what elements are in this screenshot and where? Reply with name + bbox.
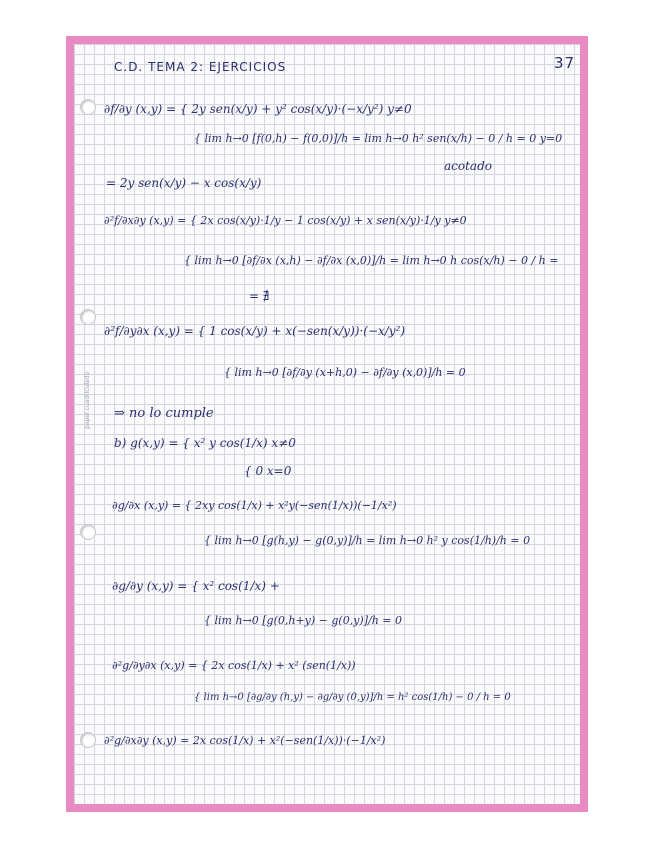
page-title: C.D. TEMA 2: EJERCICIOS bbox=[114, 60, 287, 74]
math-line: ∂g/∂y (x,y) = { x² cos(1/x) + bbox=[112, 579, 280, 593]
math-line: { lim h→0 [∂f/∂x (x,h) − ∂f/∂x (x,0)]/h = lim h→0 h cos(x/h) − 0 / h = bbox=[184, 254, 559, 267]
math-line: ∂g/∂x (x,y) = { 2xy cos(1/x) + x²y(−sen(1/x))(−1/x²) bbox=[112, 499, 397, 512]
punch-hole bbox=[80, 732, 96, 748]
math-line: ∂²f/∂x∂y (x,y) = { 2x cos(x/y)·1/y − 1 cos(x/y) + x sen(x/y)·1/y y≠0 bbox=[104, 214, 467, 227]
punch-hole bbox=[80, 524, 96, 540]
math-line: acotado bbox=[444, 159, 492, 173]
notebook-sheet bbox=[66, 36, 588, 812]
math-line: ∂²f/∂y∂x (x,y) = { 1 cos(x/y) + x(−sen(x/y))·(−x/y²) bbox=[104, 324, 406, 338]
margin-note: papel cuadriculado bbox=[84, 371, 91, 429]
math-line: ∂²g/∂x∂y (x,y) = 2x cos(1/x) + x²(−sen(1/x))·(−1/x²) bbox=[104, 734, 386, 747]
math-line: = ∄ bbox=[249, 289, 270, 303]
punch-hole bbox=[80, 99, 96, 115]
math-line: ⇒ no lo cumple bbox=[114, 406, 214, 421]
math-line: { 0 x=0 bbox=[244, 464, 292, 478]
math-line: = 2y sen(x/y) − x cos(x/y) bbox=[106, 176, 262, 190]
math-line: { lim h→0 [g(0,h+y) − g(0,y)]/h = 0 bbox=[204, 614, 403, 627]
graph-paper bbox=[74, 44, 580, 804]
math-line: { lim h→0 [f(0,h) − f(0,0)]/h = lim h→0 h² sen(x/h) − 0 / h = 0 y=0 bbox=[194, 132, 563, 145]
math-line: ∂f/∂y (x,y) = { 2y sen(x/y) + y² cos(x/y)·(−x/y²) y≠0 bbox=[104, 102, 412, 116]
math-line: { lim h→0 [∂f/∂y (x+h,0) − ∂f/∂y (x,0)]/h = 0 bbox=[224, 366, 466, 379]
math-line: b) g(x,y) = { x² y cos(1/x) x≠0 bbox=[114, 436, 296, 450]
punch-hole bbox=[80, 309, 96, 325]
math-line: { lim h→0 [∂g/∂y (h,y) − ∂g/∂y (0,y)]/h = h² cos(1/h) − 0 / h = 0 bbox=[194, 692, 511, 703]
page-number: 37 bbox=[554, 54, 576, 72]
math-line: ∂²g/∂y∂x (x,y) = { 2x cos(1/x) + x² (sen(1/x)) bbox=[112, 659, 356, 672]
math-line: { lim h→0 [g(h,y) − g(0,y)]/h = lim h→0 h² y cos(1/h)/h = 0 bbox=[204, 534, 531, 547]
